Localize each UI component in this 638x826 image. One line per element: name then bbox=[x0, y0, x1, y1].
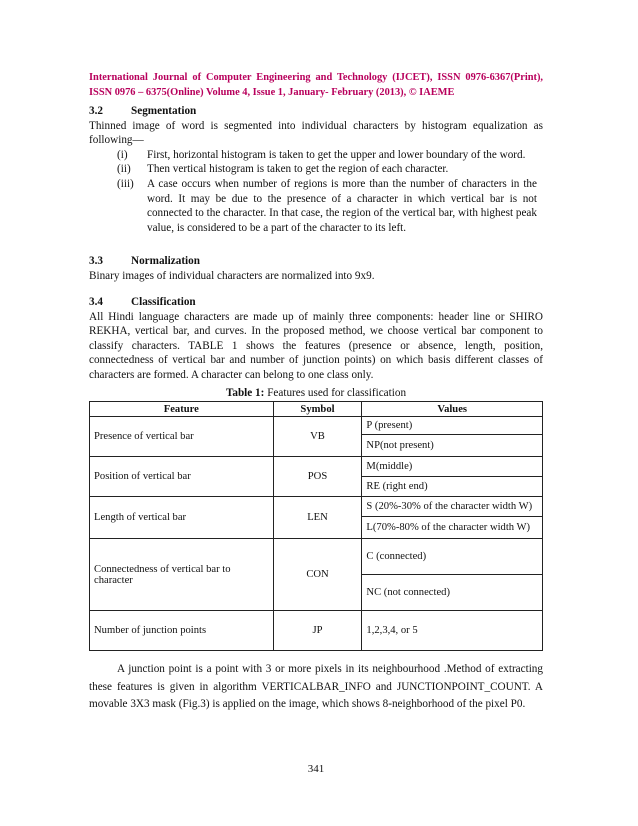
cell-value: L(70%-80% of the character width W) bbox=[362, 517, 543, 539]
body-paragraph: A junction point is a point with 3 or more pixels in its neighbourhood .Method of extracting these features is given in algorithm VERTICALBAR_INFO and JUNCTIONPOINT_COUNT. A movable 3X3 mask (Fig.3) is applied on the image, which shows 8-neighborhood of the pixel P0. bbox=[89, 663, 543, 711]
section-title: Classification bbox=[131, 296, 196, 308]
header-values: Values bbox=[362, 402, 543, 417]
segmentation-steps bbox=[89, 148, 543, 236]
section-paragraph: All Hindi language characters are made up of mainly three components: header line or SHIRO REKHA, vertical bar, and curves. In the proposed method, we choose vertical bar component to classify characters. TABLE 1 shows the features (presence or absence, length, position, connectedness of vertical bar and number of junction points) on which basis different classes of characters are formed. A character can belong to one class only. bbox=[89, 310, 543, 381]
list-text: First, horizontal histogram is taken to get the upper and lower boundary of the word. bbox=[147, 148, 526, 161]
section-paragraph: Thinned image of word is segmented into individual characters by histogram equalization as following— bbox=[89, 119, 543, 147]
list-item bbox=[89, 162, 543, 177]
section-heading bbox=[89, 104, 543, 119]
cell-symbol: VB bbox=[273, 417, 362, 457]
table-row bbox=[90, 497, 543, 517]
caption-label: Table 1: bbox=[225, 387, 265, 399]
list-marker: (i) bbox=[117, 148, 128, 161]
cell-value: P (present) bbox=[362, 417, 543, 435]
cell-value: S (20%-30% of the character width W) bbox=[362, 497, 543, 517]
cell-value: RE (right end) bbox=[362, 477, 543, 497]
cell-value: M(middle) bbox=[362, 457, 543, 477]
header-feature: Feature bbox=[90, 402, 274, 417]
caption-text: Features used for classification bbox=[267, 387, 407, 399]
cell-symbol: CON bbox=[273, 539, 362, 611]
section-heading bbox=[89, 295, 543, 310]
cell-value: C (connected) bbox=[362, 539, 543, 575]
section-heading bbox=[89, 254, 543, 269]
list-marker: (iii) bbox=[117, 177, 134, 190]
table-caption bbox=[89, 387, 543, 399]
table-row bbox=[90, 417, 543, 435]
section-normalization bbox=[89, 254, 543, 283]
cell-value: 1,2,3,4, or 5 bbox=[362, 611, 543, 651]
table-row bbox=[90, 539, 543, 575]
cell-symbol: POS bbox=[273, 457, 362, 497]
section-number: 3.3 bbox=[89, 255, 103, 267]
cell-feature: Presence of vertical bar bbox=[90, 417, 274, 457]
cell-symbol: LEN bbox=[273, 497, 362, 539]
list-item bbox=[89, 177, 543, 235]
section-title: Normalization bbox=[131, 255, 200, 267]
cell-value: NP(not present) bbox=[362, 435, 543, 457]
table-row bbox=[90, 611, 543, 651]
section-paragraph: Binary images of individual characters are normalized into 9x9. bbox=[89, 269, 375, 282]
section-number: 3.2 bbox=[89, 105, 103, 117]
list-item bbox=[89, 148, 543, 163]
cell-symbol: JP bbox=[273, 611, 362, 651]
list-text: A case occurs when number of regions is more than the number of characters in the word. It may be due to the presence of a character in which vertical bar is not connected to the character. In that case, the region of the vertical bar, with highest peak value, is considered to be a part of the character to its left. bbox=[147, 177, 537, 234]
header-symbol: Symbol bbox=[273, 402, 362, 417]
junction-paragraph bbox=[89, 661, 543, 714]
cell-feature: Length of vertical bar bbox=[90, 497, 274, 539]
cell-feature: Connectedness of vertical bar to character bbox=[90, 539, 274, 611]
page-number: 341 bbox=[307, 763, 325, 775]
list-marker: (ii) bbox=[117, 163, 131, 176]
section-title: Segmentation bbox=[131, 105, 197, 117]
section-classification bbox=[89, 295, 543, 383]
cell-feature: Position of vertical bar bbox=[90, 457, 274, 497]
features-table bbox=[89, 401, 543, 651]
table-row bbox=[90, 457, 543, 477]
table-header-row bbox=[90, 402, 543, 417]
section-number: 3.4 bbox=[89, 296, 103, 308]
journal-header: International Journal of Computer Engineering and Technology (IJCET), ISSN 0976-6367(Print), ISSN 0976 – 6375(Online) Volume 4, Issue 1, January- February (2013), © IAEME bbox=[89, 72, 543, 98]
cell-feature: Number of junction points bbox=[90, 611, 274, 651]
cell-value: NC (not connected) bbox=[362, 575, 543, 611]
section-segmentation bbox=[89, 104, 543, 235]
list-text: Then vertical histogram is taken to get the region of each character. bbox=[147, 163, 449, 176]
